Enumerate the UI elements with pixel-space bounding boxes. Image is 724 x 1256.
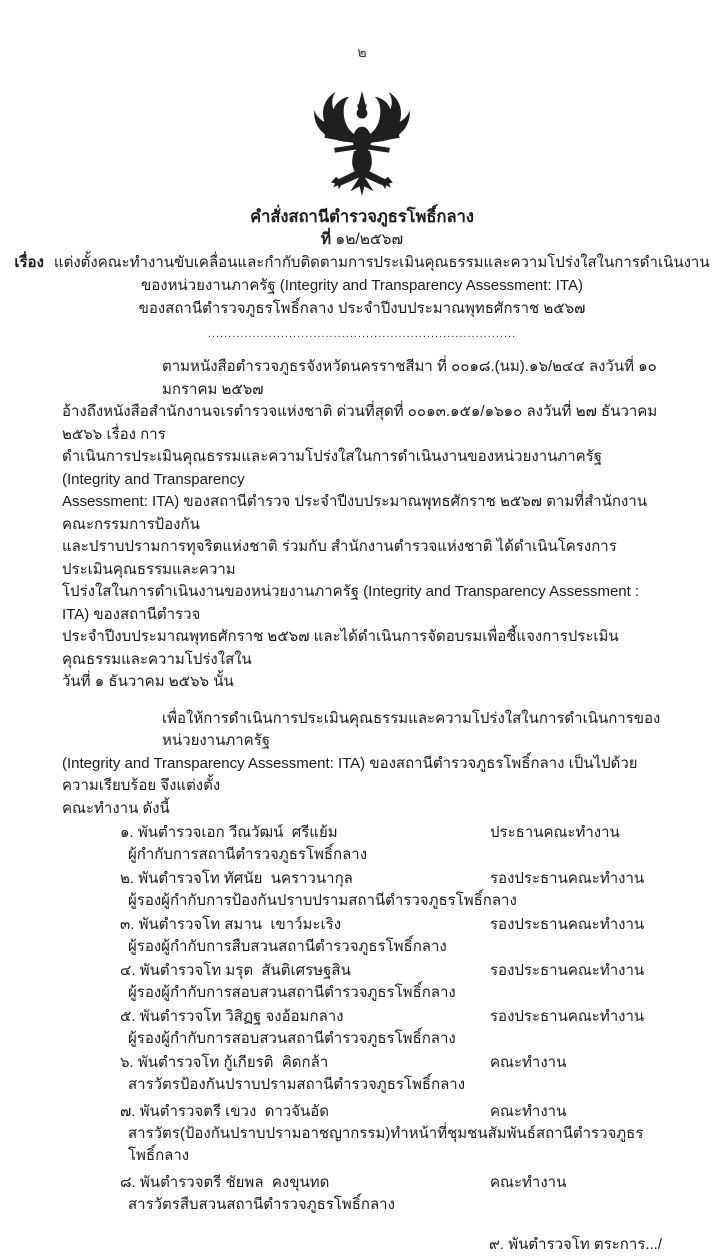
committee-member-6: [62, 1052, 662, 1096]
body-line: (Integrity and Transparency Assessment: ITA) ของสถานีตำรวจภูธรโพธิ์กลาง เป็นไปด้วยความเรียบร้อย จึงแต่งตั้ง: [62, 754, 638, 794]
member-position: ผู้รองผู้กำกับการสอบสวนสถานีตำรวจภูธรโพธิ์กลาง: [128, 1030, 456, 1047]
garuda-emblem-icon: [0, 88, 724, 202]
dotted-divider: ............................................................................: [207, 328, 517, 340]
member-row: [62, 1006, 662, 1028]
member-name: พันตำรวจเอก วีณวัฒน์ ศรีแย้ม: [137, 824, 338, 841]
member-number: ๕.: [120, 1008, 140, 1025]
member-role: รองประธานคณะทำงาน: [490, 916, 645, 933]
body-line: ดำเนินการประเมินคุณธรรมและความโปร่งใสในการดำเนินงานของหน่วยงานภาครัฐ (Integrity and Transparency: [62, 448, 607, 488]
member-position: สารวัตรสืบสวนสถานีตำรวจภูธรโพธิ์กลาง: [128, 1196, 395, 1213]
order-number-line: [0, 228, 724, 251]
committee-member-7: [62, 1101, 662, 1167]
committee-list: [62, 822, 662, 1216]
member-name: พันตำรวจโท สมาน เขาว์มะเริง: [138, 916, 342, 933]
member-row: [62, 1101, 662, 1123]
member-row: [62, 822, 662, 844]
member-number: ๔.: [120, 962, 140, 979]
committee-member-3: [62, 914, 662, 958]
member-number: ๒.: [120, 870, 139, 887]
continuation-marker: ๙. พันตำรวจโท ตระการ.../: [488, 1236, 662, 1253]
body-line: โปร่งใสในการดำเนินงานของหน่วยงานภาครัฐ (Integrity and Transparency Assessment : ITA) ของสถานีตำรวจ: [62, 583, 644, 623]
member-name: พันตำรวจโท วิสิฏฐ จงอ้อมกลาง: [139, 1008, 344, 1025]
subject-line-1: [0, 251, 724, 274]
member-row: [62, 868, 662, 890]
subject-block: [0, 251, 724, 320]
member-number: ๑.: [120, 824, 138, 841]
member-row: [62, 960, 662, 982]
member-number: ๗.: [120, 1103, 140, 1120]
paragraph-appointment: [62, 708, 662, 821]
member-name: พันตำรวจโท กู้เกียรติ คิดกล้า: [137, 1054, 329, 1071]
member-row: [62, 1172, 662, 1194]
page-number: ๒: [357, 44, 367, 60]
member-row: [62, 1052, 662, 1074]
member-position: ผู้รองผู้กำกับการสอบสวนสถานีตำรวจภูธรโพธิ์กลาง: [128, 984, 456, 1001]
member-number: ๓.: [120, 916, 139, 933]
member-position: ผู้รองผู้กำกับการสืบสวนสถานีตำรวจภูธรโพธิ์กลาง: [128, 938, 447, 955]
body-line: ประจำปีงบประมาณพุทธศักราช ๒๕๖๗ และได้ดำเนินการจัดอบรมเพื่อชี้แจงการประเมินคุณธรรมและความโปร่งใสใน: [62, 628, 619, 668]
member-role: รองประธานคณะทำงาน: [490, 962, 645, 979]
order-number-label: ที่: [320, 231, 332, 248]
body-line: วันที่ ๑ ธันวาคม ๒๕๖๖ นั้น: [62, 673, 234, 690]
committee-member-5: [62, 1006, 662, 1050]
member-name: พันตำรวจโท ทัศนัย นคราวนากุล: [138, 870, 353, 887]
member-role: คณะทำงาน: [490, 1174, 567, 1191]
member-role: ประธานคณะทำงาน: [490, 824, 620, 841]
member-role: คณะทำงาน: [490, 1054, 567, 1071]
member-number: ๖.: [120, 1054, 138, 1071]
committee-member-2: [62, 868, 662, 912]
subject-text: แต่งตั้งคณะทำงานขับเคลื่อนและกำกับติดตามการประเมินคุณธรรมและความโปร่งใสในการดำเนินงาน: [53, 254, 710, 271]
committee-member-1: [62, 822, 662, 866]
body-line: อ้างถึงหนังสือสำนักงานจเรตำรวจแห่งชาติ ด่วนที่สุดที่ ๐๐๑๓.๑๕๑/๑๖๑๐ ลงวันที่ ๒๗ ธันวาคม ๒๕๖๖ เรื่อง การ: [62, 403, 662, 443]
subject-label: เรื่อง: [14, 254, 44, 271]
paragraph-reference: [62, 356, 662, 694]
committee-member-4: [62, 960, 662, 1004]
body-line: Assessment: ITA) ของสถานีตำรวจ ประจำปีงบประมาณพุทธศักราช ๒๕๖๗ ตามที่สำนักงานคณะกรรมการป้องกัน: [62, 493, 648, 533]
body-line: ตามหนังสือตำรวจภูธรจังหวัดนครราชสีมา ที่ ๐๐๑๘.(นม).๑๖/๒๔๔ ลงวันที่ ๑๐ มกราคม ๒๕๖๗: [162, 358, 662, 398]
member-position: ผู้รองผู้กำกับการป้องกันปราบปรามสถานีตำรวจภูธรโพธิ์กลาง: [128, 892, 517, 909]
member-name: พันตำรวจตรี เขวง ดาวจันอัด: [139, 1103, 330, 1120]
member-position: ผู้กำกับการสถานีตำรวจภูธรโพธิ์กลาง: [128, 846, 368, 863]
member-name: พันตำรวจตรี ชัยพล คงขุนทด: [139, 1174, 330, 1191]
member-row: [62, 914, 662, 936]
member-role: รองประธานคณะทำงาน: [490, 1008, 645, 1025]
member-position: สารวัตรป้องกันปราบปรามสถานีตำรวจภูธรโพธิ์กลาง: [128, 1076, 466, 1093]
member-role: รองประธานคณะทำงาน: [490, 870, 645, 887]
body-line: เพื่อให้การดำเนินการประเมินคุณธรรมและความโปร่งใสในการดำเนินการของหน่วยงานภาครัฐ: [162, 709, 661, 749]
body-line: คณะทำงาน ดังนี้: [62, 799, 170, 817]
member-role: คณะทำงาน: [490, 1103, 567, 1120]
member-number: ๘.: [120, 1174, 140, 1191]
member-position: สารวัตร(ป้องกันปราบปรามอาชญากรรม)ทำหน้าที่ชุมชนสัมพันธ์สถานีตำรวจภูธรโพธิ์กลาง: [128, 1125, 644, 1164]
document-title: คำสั่งสถานีตำรวจภูธรโพธิ์กลาง: [250, 208, 474, 226]
document-body: [62, 356, 662, 1256]
committee-member-8: [62, 1172, 662, 1216]
subject-line-3: ของสถานีตำรวจภูธรโพธิ์กลาง ประจำปีงบประมาณพุทธศักราช ๒๕๖๗: [138, 300, 586, 317]
body-line: และปราบปรามการทุจริตแห่งชาติ ร่วมกับ สำนักงานตำรวจแห่งชาติ ได้ดำเนินโครงการประเมินคุณธรรมและความ: [62, 538, 617, 578]
member-name: พันตำรวจโท มรุต สันติเศรษฐสิน: [139, 962, 351, 979]
order-number-value: ๑๒/๒๕๖๗: [335, 231, 404, 248]
subject-line-2: ของหน่วยงานภาครัฐ (Integrity and Transparency Assessment: ITA): [141, 277, 583, 294]
